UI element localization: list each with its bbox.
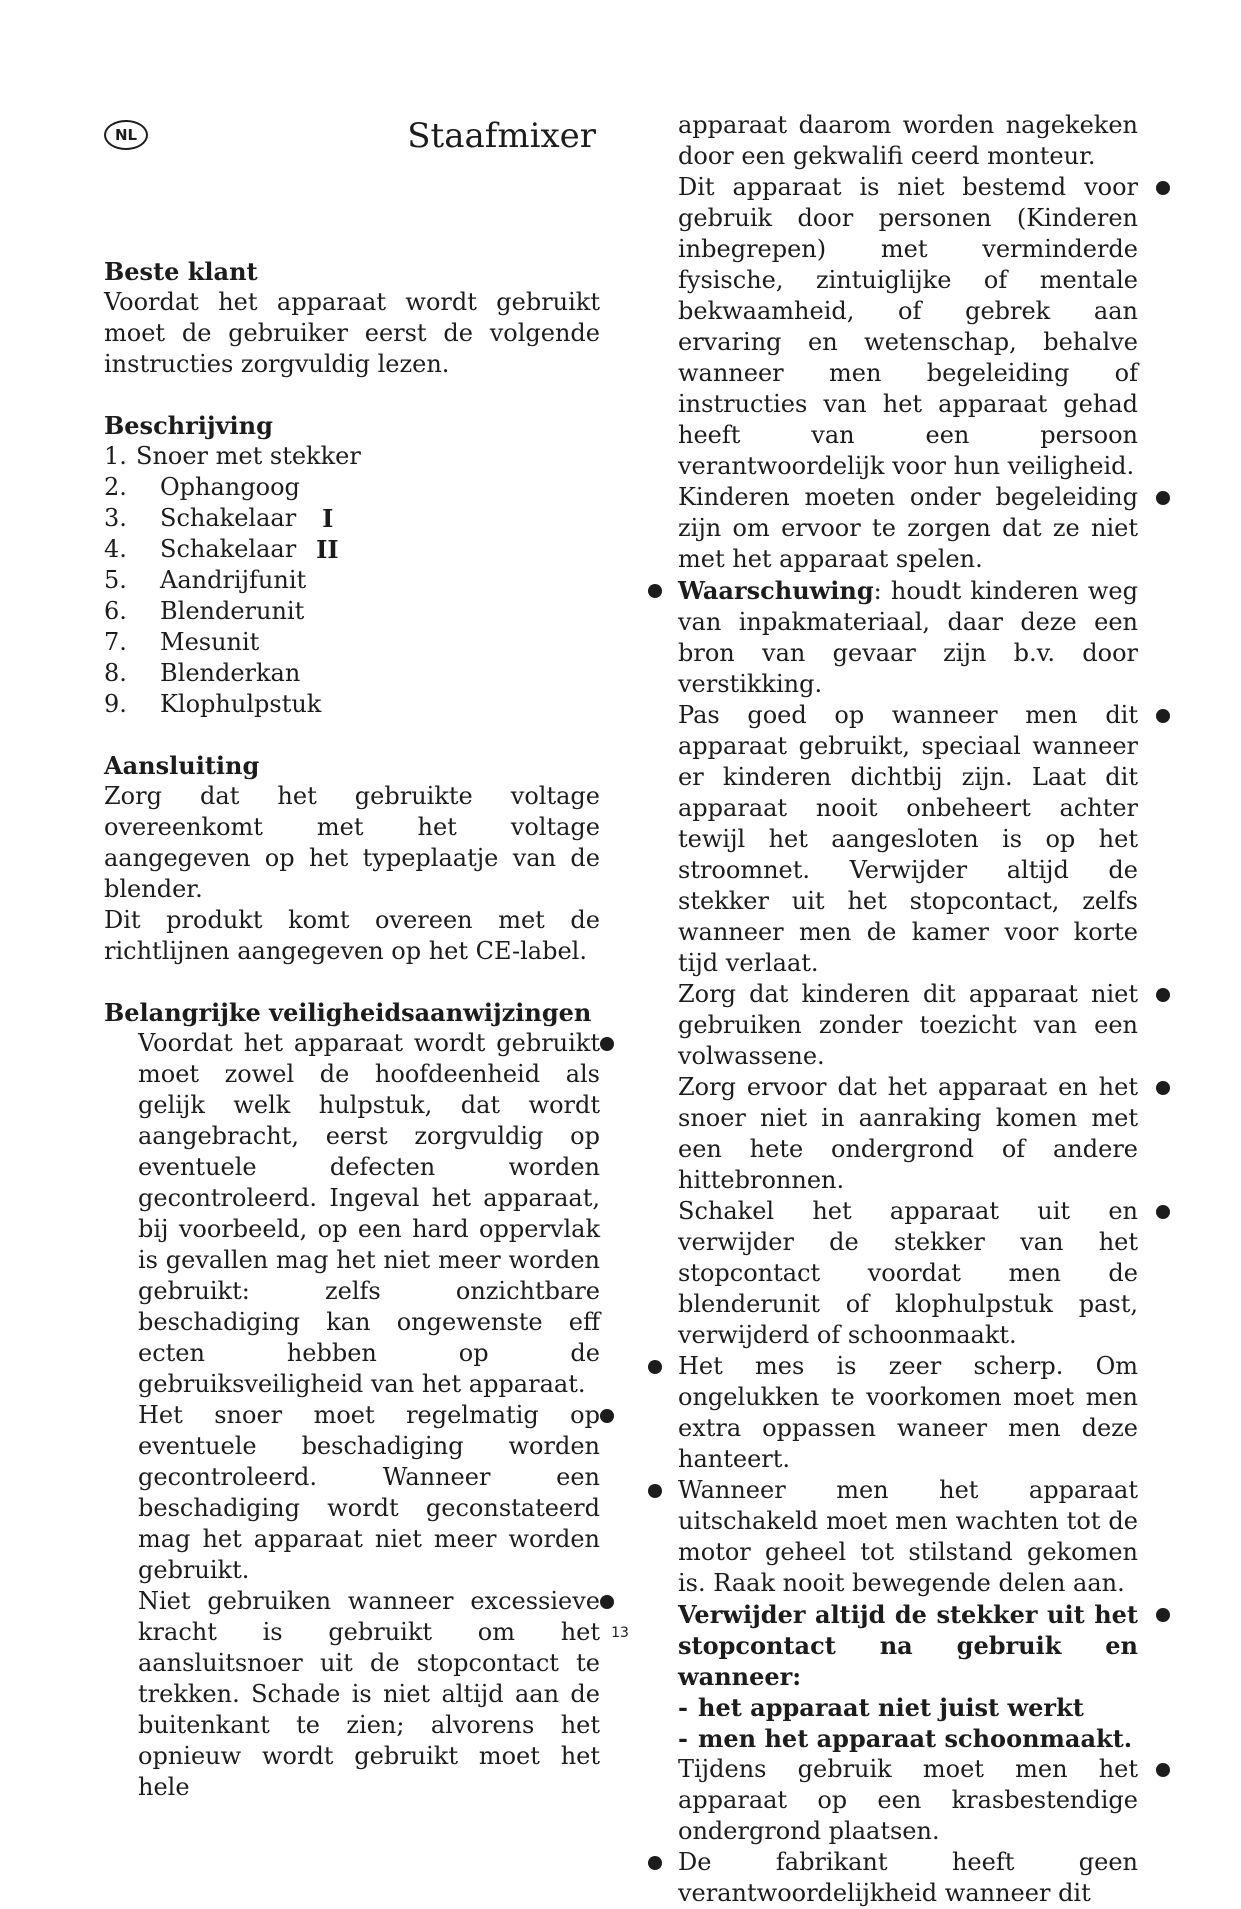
language-badge: NL xyxy=(104,120,148,150)
right-column xyxy=(678,110,1138,1909)
greeting-text: Voordat het apparaat wordt gebruikt moet de gebruiker eerst de volgende instructies zorgvuldig lezen. xyxy=(104,288,600,378)
bullet-icon xyxy=(1156,988,1170,1002)
safety-item: Zorg dat kinderen dit apparaat niet gebruiken zonder toezicht van een volwassene. xyxy=(678,979,1138,1072)
safety-item: Het mes is zeer scherp. Om ongelukken te voorkomen moet men extra oppassen waneer men deze hanteert. xyxy=(678,1351,1138,1475)
connection-text: Zorg dat het gebruikte voltage overeenkomt met het voltage aangegeven op het typeplaatje van de blender. xyxy=(104,782,600,903)
safety-item: Het snoer moet regelmatig op eventuele beschadiging worden gecontroleerd. Wanneer een beschadiging wordt geconstateerd mag het apparaat niet meer worden gebruikt. xyxy=(138,1400,600,1586)
safety-item: Tijdens gebruik moet men het apparaat op een krasbestendige ondergrond plaatsen. xyxy=(678,1754,1138,1847)
bullet-icon xyxy=(1156,181,1170,195)
bullet-icon xyxy=(1156,1081,1170,1095)
connection-text-ce: Dit produkt komt overeen met de richtlijnen aangegeven op het CE-label. xyxy=(104,906,600,965)
description-list xyxy=(104,441,600,720)
connection-heading: Aansluiting xyxy=(104,751,260,780)
list-item: 4. Schakelaar II xyxy=(104,535,339,564)
list-item: 5. Aandrijfunit xyxy=(104,566,307,594)
safety-item: Schakel het apparaat uit en verwijder de stekker van het stopcontact voordat men de blenderunit of klophulpstuk past, verwijderd of schoonmaakt. xyxy=(678,1196,1138,1351)
bullet-icon xyxy=(1156,1608,1170,1622)
safety-item: De fabrikant heeft geen verantwoordelijkheid wanneer dit xyxy=(678,1847,1138,1909)
list-item: 2. Ophangoog xyxy=(104,473,300,501)
sub-item: - het apparaat niet juist werkt xyxy=(678,1693,1084,1722)
list-item: 3. Schakelaar I xyxy=(104,504,334,533)
list-item: 7. Mesunit xyxy=(104,628,260,656)
list-item: 8. Blenderkan xyxy=(104,659,301,687)
safety-item: Pas goed op wanneer men dit apparaat gebruikt, speciaal wanneer er kinderen dichtbij zijn. Laat dit apparaat nooit onbeheert achter tewijl het aangesloten is op het stroomnet. Verwijder altijd de stekker uit het stopcontact, zelfs wanneer men de kamer voor korte tijd verlaat. xyxy=(678,700,1138,979)
bullet-icon xyxy=(1156,1763,1170,1777)
bullet-icon xyxy=(600,1037,614,1051)
page-title: Staafmixer xyxy=(407,116,596,156)
list-item: 9. Klophulpstuk xyxy=(104,690,322,718)
safety-item-unplug: Verwijder altijd de stekker uit het stopcontact na gebruik en wanneer: xyxy=(678,1599,1138,1692)
list-item: 1. Snoer met stekker xyxy=(104,442,361,470)
greeting-heading: Beste klant xyxy=(104,257,258,286)
bullet-icon xyxy=(648,1856,662,1870)
description-heading: Beschrijving xyxy=(104,411,273,440)
bullet-icon xyxy=(600,1409,614,1423)
safety-item: Waarschuwing: houdt kinderen weg van inpakmateriaal, daar deze een bron van gevaar zijn b.v. door verstikking. xyxy=(678,575,1138,700)
bullet-icon xyxy=(1156,491,1170,505)
safety-item: Kinderen moeten onder begeleiding zijn om ervoor te zorgen dat ze niet met het apparaat spelen. xyxy=(678,482,1138,575)
bullet-icon xyxy=(600,1595,614,1609)
safety-item: Zorg ervoor dat het apparaat en het snoer niet in aanraking komen met een hete ondergrond of andere hittebronnen. xyxy=(678,1072,1138,1196)
continued-text: apparaat daarom worden nagekeken door een gekwalifi ceerd monteur. xyxy=(678,111,1138,170)
sub-item: - men het apparaat schoonmaakt. xyxy=(678,1724,1133,1753)
bullet-icon xyxy=(648,1360,662,1374)
bullet-icon xyxy=(648,584,662,598)
page-number: 13 xyxy=(611,1625,629,1641)
list-item: 6. Blenderunit xyxy=(104,597,305,625)
safety-item: Voordat het apparaat wordt gebruikt moet zowel de hoofdeenheid als gelijk welk hulpstuk, dat wordt aangebracht, eerst zorgvuldig op eventuele defecten worden gecontroleerd. Ingeval het apparaat, bij voorbeeld, op een hard oppervlak is gevallen mag het niet meer worden gebruikt: zelfs onzichtbare beschadiging kan ongewenste eff ecten hebben op de gebruiksveiligheid van het apparaat. xyxy=(138,1028,600,1400)
safety-heading: Belangrijke veiligheidsaanwijzingen xyxy=(104,998,592,1027)
safety-item: Wanneer men het apparaat uitschakeld moet men wachten tot de motor geheel tot stilstand gekomen is. Raak nooit bewegende delen aan. xyxy=(678,1475,1138,1599)
bullet-icon xyxy=(1156,1205,1170,1219)
bullet-icon xyxy=(1156,709,1170,723)
left-column xyxy=(104,110,600,1803)
safety-item: Dit apparaat is niet bestemd voor gebruik door personen (Kinderen inbegrepen) met verminderde fysische, zintuiglijke of mentale bekwaamheid, of gebrek aan ervaring en wetenschap, behalve wanneer men begeleiding of instructies van het apparaat gehad heeft van een persoon verantwoordelijk voor hun veiligheid. xyxy=(678,172,1138,482)
bullet-icon xyxy=(648,1484,662,1498)
safety-item: Niet gebruiken wanneer excessieve kracht is gebruikt om het aansluitsnoer uit de stopcontact te trekken. Schade is niet altijd aan de buitenkant te zien; alvorens het opnieuw wordt gebruikt moet het hele xyxy=(138,1586,600,1803)
